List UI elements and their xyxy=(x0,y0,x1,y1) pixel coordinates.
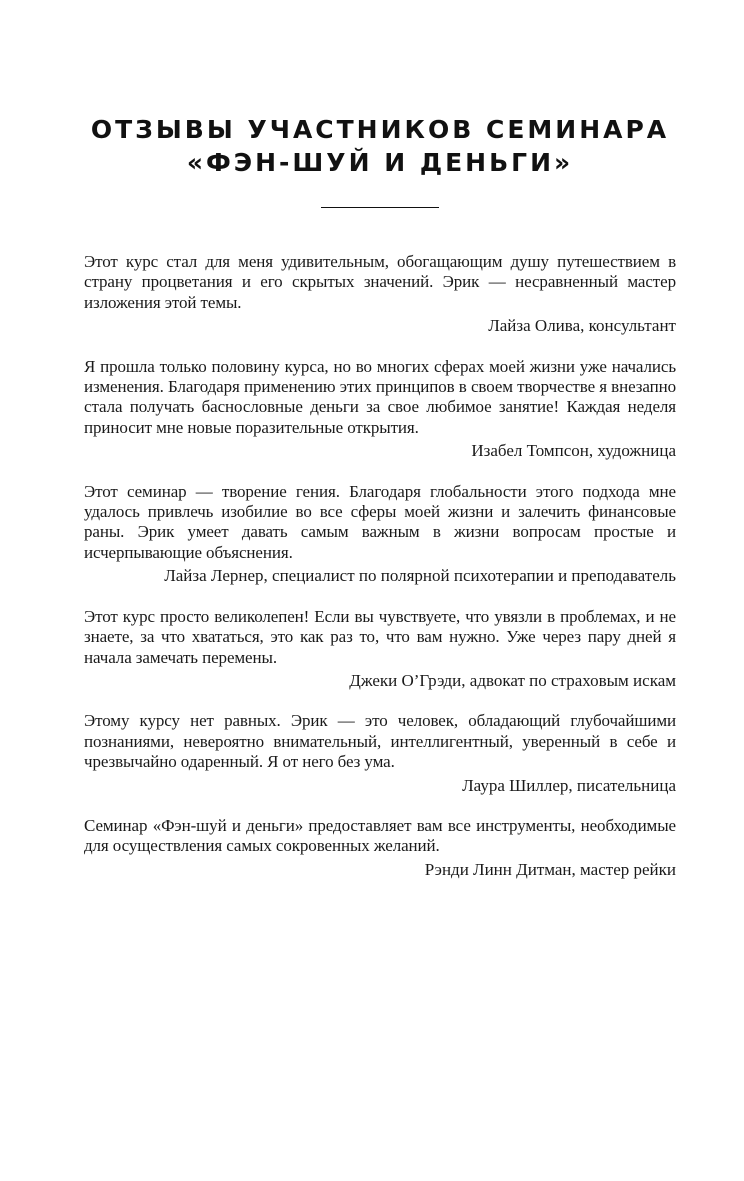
testimonial-author: Лайза Лернер, специалист по полярной психотерапии и преподаватель xyxy=(164,566,676,586)
testimonial-6 xyxy=(84,816,676,880)
testimonial-5 xyxy=(84,711,676,796)
testimonial-text: Этот семинар — творение гения. Благодаря глобальности этого подхода мне удалось привлечь изобилие во все сферы моей жизни и залечить финансовые раны. Эрик умеет давать самым важным в жизни вопросам простые и исчерпывающие объяснения. xyxy=(84,481,676,562)
testimonial-text: Семинар «Фэн-шуй и деньги» предоставляет вам все инструменты, необходимые для осуществления самых сокровенных желаний. xyxy=(84,815,676,856)
page-title xyxy=(84,113,676,179)
testimonial-text: Я прошла только половину курса, но во многих сферах моей жизни уже начались изменения. Благодаря применению этих принципов в своем творчестве я внезапно стала получать баснословные деньги за свое любимое занятие! Каждая неделя приносит мне новые поразительные открытия. xyxy=(84,356,676,437)
testimonial-2 xyxy=(84,357,676,462)
testimonial-3 xyxy=(84,482,676,587)
testimonial-text: Этому курсу нет равных. Эрик — это человек, обладающий глубочайшими познаниями, невероятно внимательный, интеллигентный, уверенный в себе и чрезвычайно одаренный. Я от него без ума. xyxy=(84,711,676,772)
testimonial-author: Лаура Шиллер, писательница xyxy=(462,775,676,795)
testimonial-text: Этот курс просто великолепен! Если вы чувствуете, что увязли в проблемах, и не знаете, за что хвататься, это как раз то, что вам нужно. Уже через пару дней я начала замечать перемены. xyxy=(84,606,676,667)
book-page xyxy=(84,0,676,1181)
testimonial-1 xyxy=(84,252,676,337)
title-line-2: «ФЭН-ШУЙ И ДЕНЬГИ» xyxy=(186,148,574,177)
testimonial-author: Джеки О’Грэди, адвокат по страховым искам xyxy=(349,670,676,690)
testimonial-4 xyxy=(84,607,676,692)
title-line-1: ОТЗЫВЫ УЧАСТНИКОВ СЕМИНАРА xyxy=(90,115,670,144)
testimonial-author: Рэнди Линн Дитман, мастер рейки xyxy=(424,859,676,879)
testimonial-text: Этот курс стал для меня удивительным, обогащающим душу путешествием в страну процветания и его скрытых значений. Эрик — несравненный мастер изложения этой темы. xyxy=(84,252,676,312)
testimonial-author: Изабел Томпсон, художница xyxy=(471,441,676,461)
testimonial-author: Лайза Олива, консультант xyxy=(488,316,676,336)
testimonials-list xyxy=(84,252,676,880)
title-divider xyxy=(321,207,439,208)
